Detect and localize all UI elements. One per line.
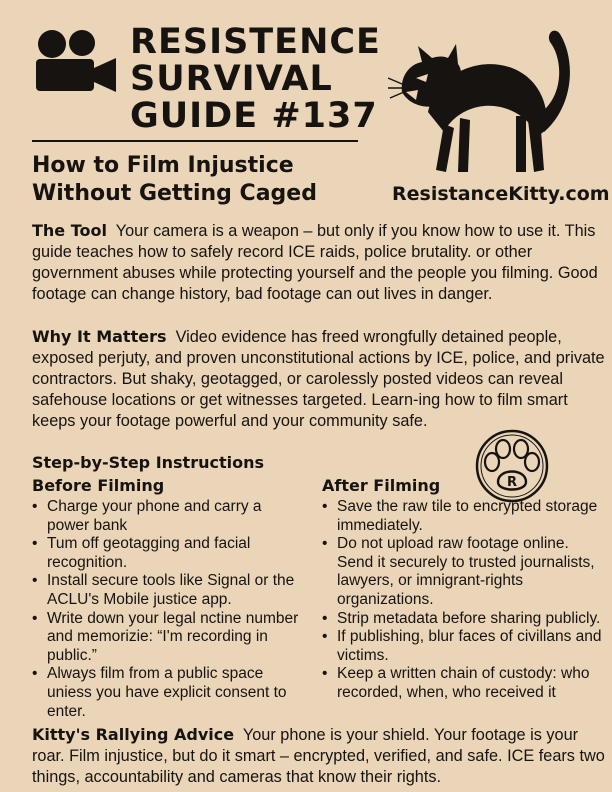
advice-text: Your phone is your shield. Your footage is your roar. Film injustice, but do it smart – encrypted, verified, and safe. ICE fears two things, accountability and cameras that know their rights. — [32, 726, 605, 786]
intro-text: Your camera is a weapon – but only if you know how to use it. This guide teaches how to safely record ICE raids, police brutality. or other government abuses while protecting yourself and the people you filming. Good footage can change history, bad footage can out lives in danger. — [32, 222, 598, 303]
instructions-heading: Step-by-Step Instructions — [32, 453, 265, 472]
list-item: • Write down your legal nctine number and memorizie: “I'm recording in public.” — [32, 610, 300, 666]
black-cat-icon — [388, 20, 588, 182]
list-item: • Keep a written chain of custody: who recorded, when, who received it — [322, 665, 608, 702]
advice-heading: Kitty's Rallying Advice — [32, 725, 235, 744]
before-filming-list — [32, 498, 300, 721]
list-item: • Always film from a public space uniess you have explicit consent to enter. — [32, 665, 300, 721]
after-filming-list — [322, 498, 608, 703]
guide-title — [130, 24, 381, 135]
why-heading: Why It Matters — [32, 327, 167, 346]
before-filming-heading: Before Filming — [32, 476, 165, 495]
badge-letter: R — [506, 475, 518, 490]
list-item: • Save the raw tile to encrypted storage immediately. — [322, 498, 608, 535]
list-item: • Do not upload raw footage online. Send it securely to trusted journalists, lawyers, or imnigrant-rights organizations. — [322, 535, 608, 609]
website-label: ResistanceKitty.com — [392, 183, 610, 205]
list-item: • If publishing, blur faces of civillans and victims. — [322, 628, 608, 665]
title-line-3: GUIDE #137 — [130, 96, 378, 136]
list-item: • Install secure tools like Signal or the ACLU's Mobile justice app. — [32, 572, 300, 609]
advice-paragraph — [32, 724, 607, 788]
guide-subtitle — [32, 152, 317, 208]
list-item: • Charge your phone and carry a power bank — [32, 498, 300, 535]
title-line-1: RESISTENCE — [130, 22, 381, 62]
title-divider — [32, 140, 358, 142]
intro-paragraph — [32, 220, 607, 305]
after-filming-heading: After Filming — [322, 476, 441, 495]
list-item: • Strip metadata before sharing publicly. — [322, 610, 608, 629]
subtitle-line-2: Without Getting Caged — [32, 181, 317, 206]
list-item: • Tum off geotagging and facial recognition. — [32, 535, 300, 572]
paw-badge-icon — [474, 428, 550, 504]
subtitle-line-1: How to Film Injustice — [32, 153, 294, 178]
why-paragraph — [32, 326, 607, 432]
why-text: Video evidence has freed wrongfully detained people, exposed perjuty, and proven unconstitutional actions by ICE, police, and private contractors. But shaky, geotagged, or carolessly posted videos can reveal safehouse locations or get witnesses targeted. Learn-ing how to film smart keeps your footage powerful and your community safe. — [32, 328, 605, 430]
movie-camera-icon — [30, 26, 118, 96]
intro-heading: The Tool — [32, 221, 107, 240]
title-line-2: SURVIVAL — [130, 59, 333, 99]
